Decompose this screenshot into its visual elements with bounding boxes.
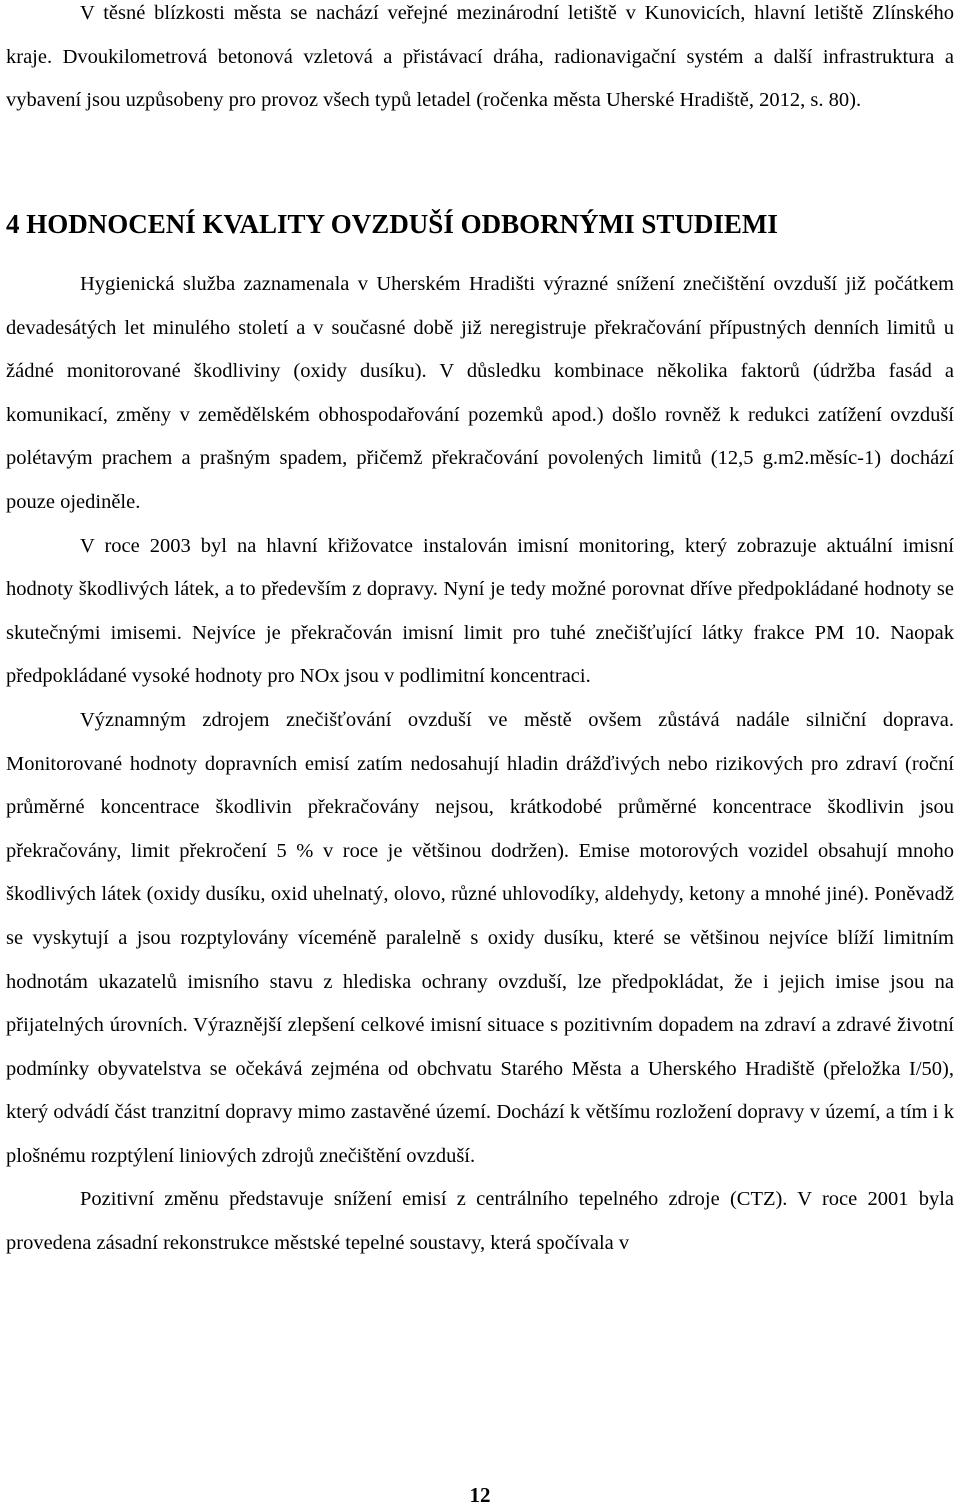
section-heading: 4 HODNOCENÍ KVALITY OVZDUŠÍ ODBORNÝMI STUDIEMI (6, 209, 778, 239)
paragraph-monitoring: V roce 2003 byl na hlavní křižovatce instalován imisní monitoring, který zobrazuje aktuální imisní hodnoty škodlivých látek, a to především z dopravy. Nyní je tedy možné porovnat dříve předpokládané hodnoty se skutečnými imisemi. Nejvíce je překračován imisní limit pro tuhé znečišťující látky frakce PM 10. Naopak předpokládané vysoké hodnoty pro NOx jsou v podlimitní koncentraci. (6, 534, 954, 688)
intro-paragraph: V těsné blízkosti města se nachází veřejné mezinárodní letiště v Kunovicích, hlavní letiště Zlínského kraje. Dvoukilometrová betonová vzletová a přistávací dráha, radionavigační systém a další infrastruktura a vybavení jsou uzpůsobeny pro provoz všech typů letadel (ročenka města Uherské Hradiště, 2012, s. 80). (6, 2, 954, 112)
page-number: 12 (469, 1483, 491, 1507)
section-body (6, 263, 954, 1266)
paragraph-air-quality-history: Hygienická služba zaznamenala v Uherském Hradišti výrazné snížení znečištění ovzduší již počátkem devadesátých let minulého století a v současné době již neregistruje překračování přípustných denních limitů u žádné monitorované škodliviny (oxidy dusíku). V důsledku kombinace několika faktorů (údržba fasád a komunikací, změny v zemědělském obhospodařování pozemků apod.) došlo rovněž k redukci zatížení ovzduší polétavým prachem a prašným spadem, přičemž překračování povolených limitů (12,5 g.m2.měsíc-1) dochází pouze ojediněle. (6, 273, 954, 513)
paragraph-traffic-emissions: Významným zdrojem znečišťování ovzduší ve městě ovšem zůstává nadále silniční doprava. Monitorované hodnoty dopravních emisí zatím nedosahují hladin drážďivých nebo rizikových pro zdraví (roční průměrné koncentrace škodlivin překračovány nejsou, krátkodobé průměrné koncentrace škodlivin jsou překračovány, limit překročení 5 % v roce je většinou dodržen). Emise motorových vozidel obsahují mnoho škodlivých látek (oxidy dusíku, oxid uhelnatý, olovo, různé uhlovodíky, aldehydy, ketony a mnohé jiné). Poněvadž se vyskytují a jsou rozptylovány víceméně paralelně s oxidy dusíku, které se většinou nejvíce blíží limitním hodnotám ukazatelů imisního stavu z hlediska ochrany ovzduší, lze předpokládat, že i jejich imise jsou na přijatelných úrovních. Výraznější zlepšení celkové imisní situace s pozitivním dopadem na zdraví a zdravé životní podmínky obyvatelstva se očekává zejména od obchvatu Starého Města a Uherského Hradiště (přeložka I/50), který odvádí část tranzitní dopravy mimo zastavěné území. Dochází k většímu rozložení dopravy v území, a tím i k plošnému rozptýlení liniových zdrojů znečištění ovzduší. (6, 708, 954, 1167)
paragraph-heating-source: Pozitivní změnu představuje snížení emisí z centrálního tepelného zdroje (CTZ). V roce 2001 byla provedena zásadní rekonstrukce městské tepelné soustavy, která spočívala v (6, 1188, 954, 1255)
